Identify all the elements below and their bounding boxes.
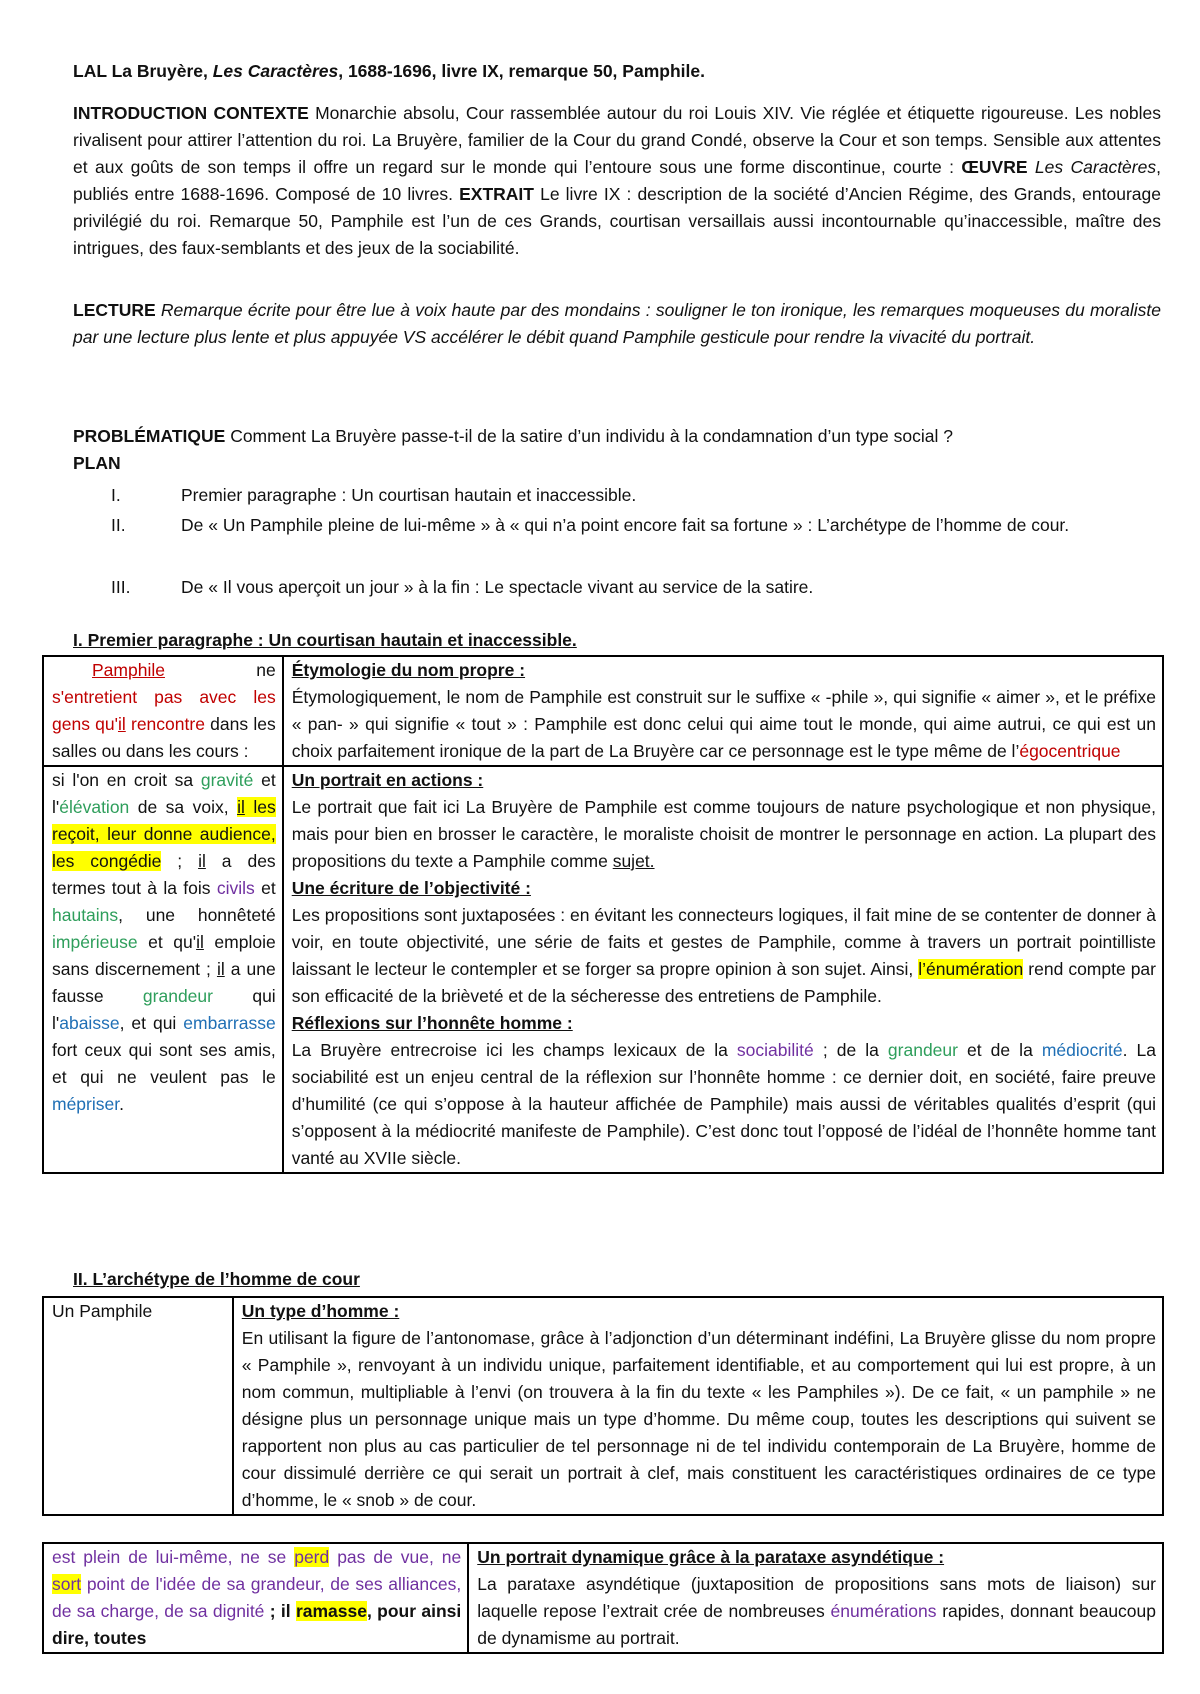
analysis-cell — [233, 1297, 1163, 1515]
quote-highlight: abaisse — [59, 1013, 120, 1033]
intro-work-title: Les Caractères — [1034, 157, 1157, 177]
header-prefix: LAL La Bruyère, — [73, 61, 213, 81]
problematique-label: PROBLÉMATIQUE — [73, 426, 226, 446]
analysis-text: En utilisant la figure de l’antonomase, grâce à l’adjonction d’un déterminant indéfini, La Bruyère glisse du nom propre « Pamphile », renvoyant à un individu unique, parfaitement identifiable, et au comportement qui lui est propre, à un nom commun, multipliable à l’envi (on trouvera à la fin du texte « les Pamphiles »). De ce fait, « un pamphile » ne désigne plus un personnage unique mais un type d’homme. Du même coup, toutes les descriptions qui suivent se rapportent non plus au cas particulier de tel personnage ni de tel individu contemporain de La Bruyère, homme de cour dissimulé derrière ce qui serait un portrait à clef, mais constituent les caractéristiques ordinaires de ce type d’homme, le « snob » de cour. — [241, 1328, 1156, 1510]
quote-highlight: point de l'idée de sa grandeur, de ses alliances, de sa charge, de sa dignité — [52, 1574, 462, 1621]
analysis-text: rend compte par son efficacité de la brièveté et de la sécheresse des entretiens de Pamphile. — [291, 959, 1156, 1006]
analysis-highlight: grandeur — [887, 1040, 958, 1060]
analysis-text: . La sociabilité est un enjeu central de la réflexion sur l’honnête homme : ce dernier doit, en société, faire preuve d’humilité (ce qui s’oppose à la hauteur affichée de Pamphile) mais aussi de véritables qualités d’esprit (qui s’opposent à la médiocrité manifeste de Pamphile). C’est donc tout l’opposé de l’idéal de l’honnête homme tant vanté au XVIIe siècle. — [291, 1040, 1156, 1168]
quote-text: a des termes tout à la fois — [52, 851, 276, 898]
quote-text: et l' — [52, 770, 276, 817]
analysis-title: Un portrait en actions : — [291, 770, 484, 790]
analysis-text: rapides, donnant beaucoup de dynamisme au portrait. — [477, 1601, 1157, 1648]
quote-text: qui l' — [52, 986, 276, 1033]
intro-extrait-text: Le livre IX : description de la société d’Ancien Régime, des Grands, entourage privilégié du roi. Remarque 50, Pamphile est l’un de ces Grands, courtisan versaillais aussi incontournable qu’inaccessible, maître des intrigues, des faux-semblants et des jeux de la sociabilité. — [73, 184, 1161, 258]
section-2-table-continued — [42, 1542, 1164, 1654]
quote-cell — [43, 656, 283, 766]
plan-item-text: De « Un Pamphile pleine de lui-même » à « qui n’a point encore fait sa fortune » : L’archétype de l’homme de cour. — [181, 515, 1070, 535]
plan-label: PLAN — [73, 453, 121, 473]
intro-context-text: Monarchie absolu, Cour rassemblée autour du roi Louis XIV. Vie réglée et étiquette rigoureuse. Les nobles rivalisent pour attirer l’attention du roi. La Bruyère, familier de la Cour du grand Condé, observe la Cour et son temps. Sensible aux attentes et aux goûts de son temps il offre un regard sur le monde qui l’entoure sous une forme discontinue, courte : — [73, 103, 1161, 177]
intro-oeuvre-label: ŒUVRE — [961, 157, 1028, 177]
plan-item — [73, 574, 1161, 601]
quote-highlight: gravité — [200, 770, 254, 790]
analysis-text: et de la — [957, 1040, 1042, 1060]
analysis-highlight: sujet. — [612, 851, 655, 871]
quote-text: dans les salles ou dans les cours : — [52, 714, 276, 761]
analysis-highlight: sociabilité — [736, 1040, 814, 1060]
problematique-text: Comment La Bruyère passe-t-il de la satire d’un individu à la condamnation d’un type social ? — [225, 426, 953, 446]
analysis-text: Étymologiquement, le nom de Pamphile est construit sur le suffixe « -phile », qui signifie « aimer », et le préfixe « pan- » qui signifie « tout » : Pamphile est donc celui qui aime tout le monde, qui aime autrui, ce qui est un choix parfaitement ironique de la part de La Bruyère car ce personnage est le type même de l’ — [291, 687, 1156, 761]
header-work-title: Les Caractères — [212, 61, 339, 81]
analysis-title: Un portrait dynamique grâce à la parataxe asyndétique : — [477, 1547, 945, 1567]
quote-cell — [43, 1297, 233, 1515]
quote-highlight: ramasse — [295, 1601, 367, 1621]
analysis-text: Les propositions sont juxtaposées : en évitant les connecteurs logiques, il fait mine de se contenter de donner à voir, en toute objectivité, une série de faits et gestes de Pamphile, comme à travers un portrait pointilliste laissant le lecteur le contempler et se forger sa propre opinion à son sujet. Ainsi, — [291, 905, 1156, 979]
quote-highlight: hautains — [52, 905, 119, 925]
quote-text: a une fausse — [52, 959, 276, 1006]
analysis-cell — [468, 1543, 1163, 1653]
quote-text: si l'on en croit sa — [52, 770, 201, 790]
quote-highlight: civils — [216, 878, 255, 898]
analysis-highlight: l’énumération — [918, 959, 1024, 979]
introduction-paragraph — [73, 100, 1161, 262]
quote-text: Un Pamphile — [52, 1301, 153, 1321]
quote-highlight: pas de vue, ne — [329, 1547, 462, 1567]
quote-highlight: mépriser — [52, 1094, 120, 1114]
lecture-paragraph — [73, 297, 1161, 351]
lecture-text: Remarque écrite pour être lue à voix haute par des mondains : souligner le ton ironique, les remarques moqueuses du moraliste par une lecture plus lente et plus appuyée VS accélérer le débit quand Pamphile gesticule pour rendre la vivacité du portrait. — [73, 300, 1161, 347]
quote-text: ; — [161, 851, 199, 871]
header-suffix: , 1688-1696, livre IX, remarque 50, Pamphile. — [338, 61, 705, 81]
quote-highlight: élévation — [59, 797, 130, 817]
quote-highlight: est plein de lui-même, ne se — [52, 1547, 295, 1567]
quote-cell — [43, 1543, 468, 1653]
quote-il: il — [117, 714, 126, 734]
section-1-heading: I. Premier paragraphe : Un courtisan hautain et inaccessible. — [73, 630, 577, 650]
plan-item-text: De « Il vous aperçoit un jour » à la fin : Le spectacle vivant au service de la satire. — [181, 577, 814, 597]
table-row — [43, 656, 1163, 766]
analysis-cell — [283, 656, 1163, 766]
quote-text: , une honnêteté — [118, 905, 276, 925]
quote-text: ; il — [264, 1601, 296, 1621]
section-2-table — [42, 1296, 1164, 1516]
quote-highlight: impérieuse — [52, 932, 138, 952]
quote-text: et qu' — [137, 932, 197, 952]
quote-text: de sa voix, — [129, 797, 238, 817]
quote-text: , et qui — [119, 1013, 184, 1033]
quote-text: ne — [164, 660, 276, 680]
plan-item-number: II. — [111, 515, 126, 535]
table-row — [43, 1297, 1163, 1515]
lecture-label: LECTURE — [73, 300, 156, 320]
quote-text: , pour ainsi dire, toutes — [52, 1601, 462, 1648]
analysis-title: Étymologie du nom propre : — [291, 660, 526, 680]
quote-text: emploie sans discernement ; — [52, 932, 276, 979]
analysis-title: Un type d’homme : — [241, 1301, 400, 1321]
quote-highlight: grandeur — [142, 986, 213, 1006]
quote-highlight: rencontre — [125, 714, 205, 734]
analysis-highlight: énumérations — [830, 1601, 937, 1621]
analysis-text: ; de la — [813, 1040, 888, 1060]
plan-item-text: Premier paragraphe : Un courtisan hautain et inaccessible. — [181, 485, 637, 505]
quote-il: il — [196, 932, 204, 952]
quote-text: . — [119, 1094, 124, 1114]
quote-text: fort ceux qui sont ses amis, et qui ne veulent pas le — [52, 1040, 276, 1087]
quote-il: il — [237, 797, 245, 817]
quote-highlight: s'entretient pas avec les gens qu' — [52, 687, 276, 734]
quote-cell — [43, 766, 283, 1173]
section-1-table — [42, 655, 1164, 1174]
problematique-paragraph — [73, 423, 1161, 450]
plan-item-number: III. — [111, 577, 131, 597]
quote-highlight: sort — [52, 1574, 82, 1594]
quote-highlight: les reçoit, leur donne audience, les congédie — [52, 797, 276, 871]
table-row — [43, 1543, 1163, 1653]
analysis-title: Réflexions sur l’honnête homme : — [291, 1013, 573, 1033]
quote-il: il — [198, 851, 206, 871]
quote-pamphile: Pamphile — [92, 660, 165, 680]
analysis-title: Une écriture de l’objectivité : — [291, 878, 531, 898]
analysis-text: La parataxe asyndétique (juxtaposition de propositions sans mots de liaison) sur laquelle repose l’extrait crée de nombreuses — [477, 1574, 1156, 1621]
analysis-text: La Bruyère entrecroise ici les champs lexicaux de la — [291, 1040, 737, 1060]
plan-item-number: I. — [111, 485, 121, 505]
intro-extrait-label: EXTRAIT — [459, 184, 534, 204]
intro-space — [1028, 157, 1035, 177]
document-header — [73, 58, 1161, 85]
intro-oeuvre-text: , publiés entre 1688-1696. Composé de 10 livres. — [73, 157, 1161, 204]
quote-highlight: embarrasse — [183, 1013, 276, 1033]
quote-il: il — [216, 959, 225, 979]
analysis-highlight: médiocrité — [1041, 1040, 1123, 1060]
plan-item — [73, 512, 1161, 568]
table-row — [43, 766, 1163, 1173]
intro-context-label: INTRODUCTION CONTEXTE — [73, 103, 309, 123]
section-2-heading: II. L’archétype de l’homme de cour — [73, 1269, 360, 1289]
quote-highlight: perd — [294, 1547, 330, 1567]
quote-text: et — [254, 878, 276, 898]
analysis-text: Le portrait que fait ici La Bruyère de Pamphile est comme toujours de nature psychologique et non physique, mais pour bien en brosser le caractère, le moraliste choisit de montrer le personnage en action. La plupart des propositions du texte a Pamphile comme — [291, 797, 1156, 871]
plan-item — [73, 482, 1161, 509]
analysis-cell — [283, 766, 1163, 1173]
analysis-highlight: égocentrique — [1019, 741, 1121, 761]
